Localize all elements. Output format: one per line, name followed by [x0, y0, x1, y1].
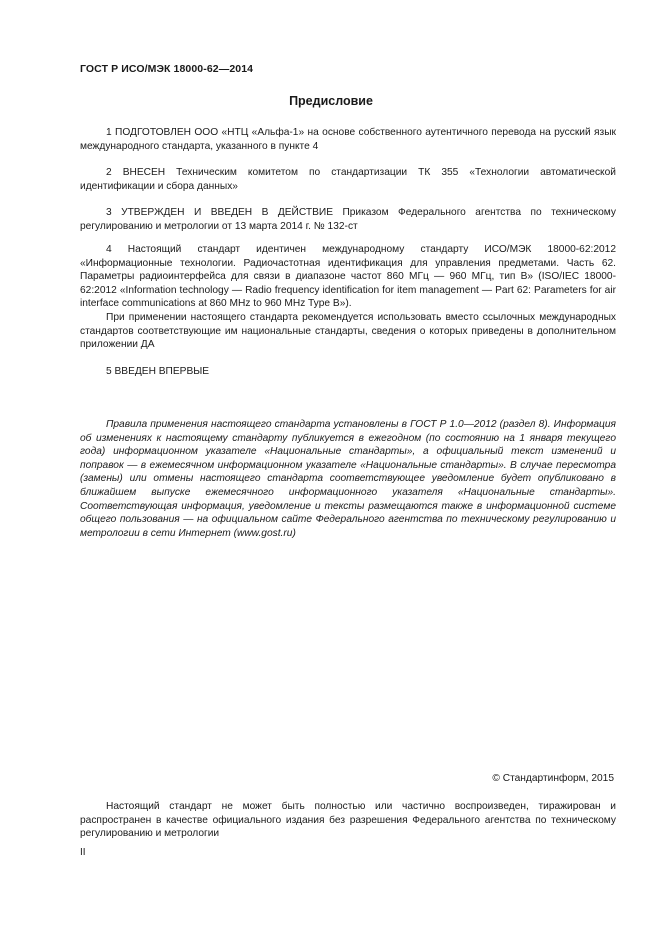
- paragraph-identical-standard: 4 Настоящий стандарт идентичен международному стандарту ИСО/МЭК 18000-62:2012 «Информационные технологии. Радиочастотная идентификация для управления предметами. Часть 62. Параметры радиоинтерфейса для связи в диапазоне частот 860 МГц — 960 МГц, тип В» (ISO/IEC 18000-62:2012 «Information technology — Radio frequency identification for item management — Part 62: Parameters for air interface communications at 860 MHz to 960 MHz Type B»).: [80, 244, 616, 310]
- document-header: ГОСТ Р ИСО/МЭК 18000-62—2014: [80, 63, 254, 75]
- copyright-line: © Стандартинформ, 2015: [492, 773, 614, 784]
- paragraph-introduced-first: 5 ВВЕДЕН ВПЕРВЫЕ: [106, 366, 210, 377]
- reproduction-notice: Настоящий стандарт не может быть полностью или частично воспроизведен, тиражирован и распространен в качестве официального издания без разрешения Федерального агентства по техническому регулированию и метрологии: [80, 801, 616, 840]
- application-rules-notice: Правила применения настоящего стандарта установлены в ГОСТ Р 1.0—2012 (раздел 8). Информация об изменениях к настоящему стандарту публикуется в ежегодном (по состоянию на 1 января текущего года) информационном указателе «Национальные стандарты», а официальный текст изменений и поправок — в ежемесячном информационном указателе «Национальные стандарты». В случае пересмотра (замены) или отмены настоящего стандарта соответствующее уведомление будет опубликовано в ближайшем выпуске ежемесячного информационного указателя «Национальные стандарты». Соответствующая информация, уведомление и тексты размещаются также в информационной системе общего пользования — на официальном сайте Федерального агентства по техническому регулированию и метрологии в сети Интернет (www.gost.ru): [80, 419, 616, 539]
- paragraph-prepared-by: 1 ПОДГОТОВЛЕН ООО «НТЦ «Альфа-1» на основе собственного аутентичного перевода на русский язык международного стандарта, указанного в пункте 4: [80, 127, 616, 152]
- paragraph-introduced-by: 2 ВНЕСЕН Техническим комитетом по стандартизации ТК 355 «Технологии автоматической идентификации и сбора данных»: [80, 167, 616, 192]
- paragraph-application-note: При применении настоящего стандарта рекомендуется использовать вместо ссылочных международных стандартов соответствующие им национальные стандарты, сведения о которых приведены в дополнительном приложении ДА: [80, 312, 616, 351]
- page-title: Предисловие: [289, 94, 373, 108]
- paragraph-approved: 3 УТВЕРЖДЕН И ВВЕДЕН В ДЕЙСТВИЕ Приказом Федерального агентства по техническому регулированию и метрологии от 13 марта 2014 г. № 132-ст: [80, 207, 616, 232]
- page-number: II: [80, 847, 86, 858]
